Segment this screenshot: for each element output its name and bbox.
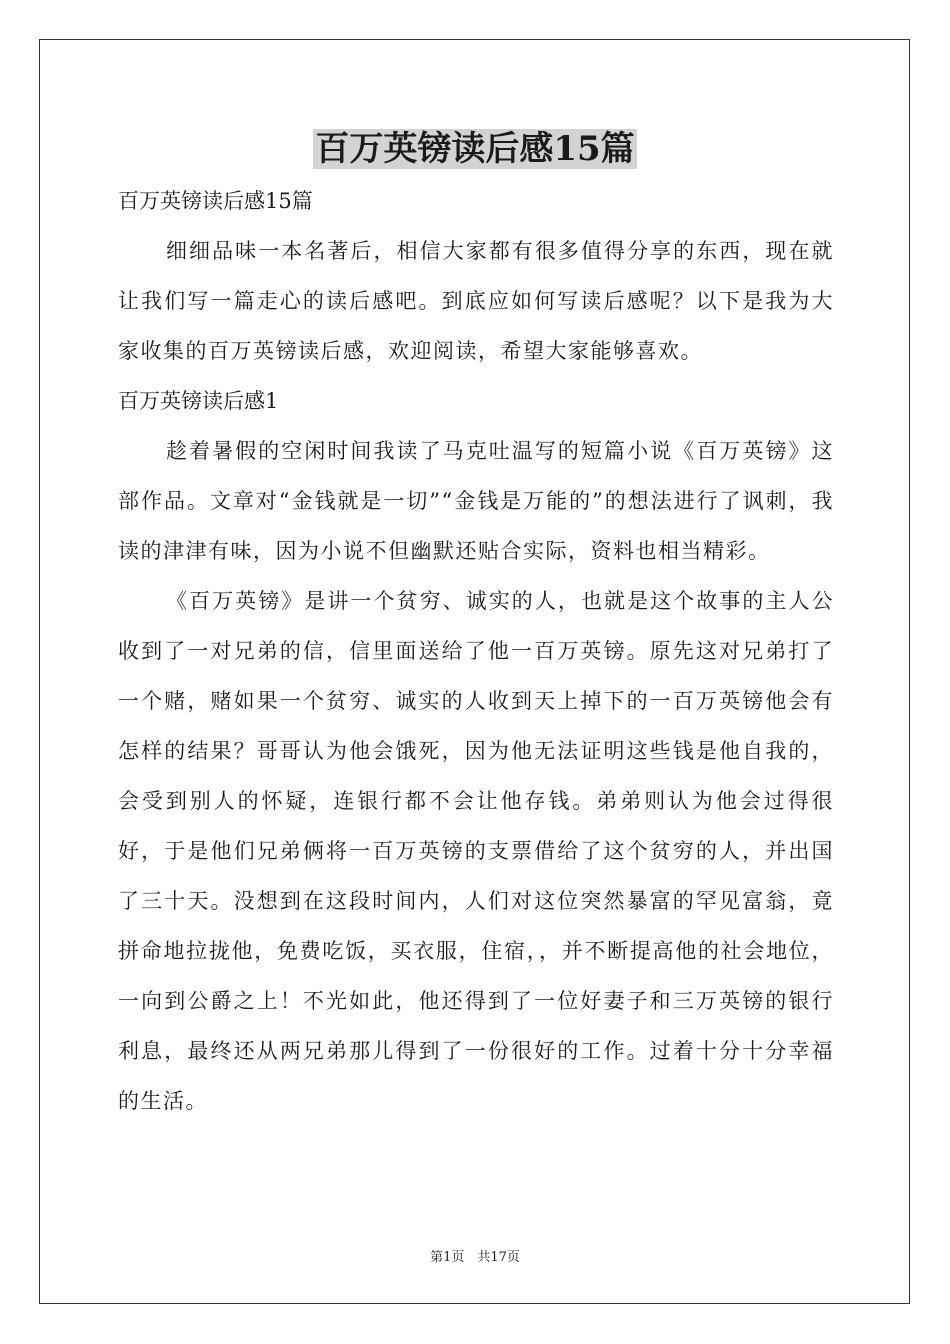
body-paragraph-2: 《百万英镑》是讲一个贫穷、诚实的人，也就是这个故事的主人公收到了一对兄弟的信，信里面送给了他一百万英镑。原先这对兄弟打了一个赌，赌如果一个贫穷、诚实的人收到天上掉下的一百万英镑他会有怎样的结果？哥哥认为他会饿死，因为他无法证明这些钱是他自我的，会受到别人的怀疑，连银行都不会让他存钱。弟弟则认为他会过得很好，于是他们兄弟俩将一百万英镑的支票借给了这个贫穷的人，并出国了三十天。没想到在这段时间内，人们对这位突然暴富的罕见富翁，竟拼命地拉拢他，免费吃饭，买衣服，住宿，，并不断提高他的社会地位，一向到公爵之上！不光如此，他还得到了一位好妻子和三万英镑的银行利息，最终还从两兄弟那儿得到了一份很好的工作。过着十分十分幸福的生活。 — [118, 589, 834, 1113]
page-footer: 第1页 共17页 — [430, 1250, 520, 1265]
body-paragraph-1: 趁着暑假的空闲时间我读了马克吐温写的短篇小说《百万英镑》这部作品。文章对“金钱就是一切”“金钱是万能的”的想法进行了讽刺，我读的津津有味，因为小说不但幽默还贴合实际，资料也相当精彩。 — [118, 439, 834, 563]
section-heading: 百万英镑读后感1 — [118, 389, 279, 413]
document-body — [118, 176, 834, 1126]
document-title-text: 百万英镑读后感15篇 — [315, 129, 635, 169]
document-subtitle: 百万英镑读后感15篇 — [118, 189, 313, 213]
intro-paragraph: 细细品味一本名著后，相信大家都有很多值得分享的东西，现在就让我们写一篇走心的读后感吧。到底应如何写读后感呢？以下是我为大家收集的百万英镑读后感，欢迎阅读，希望大家能够喜欢。 — [118, 239, 834, 363]
document-title — [0, 124, 950, 174]
